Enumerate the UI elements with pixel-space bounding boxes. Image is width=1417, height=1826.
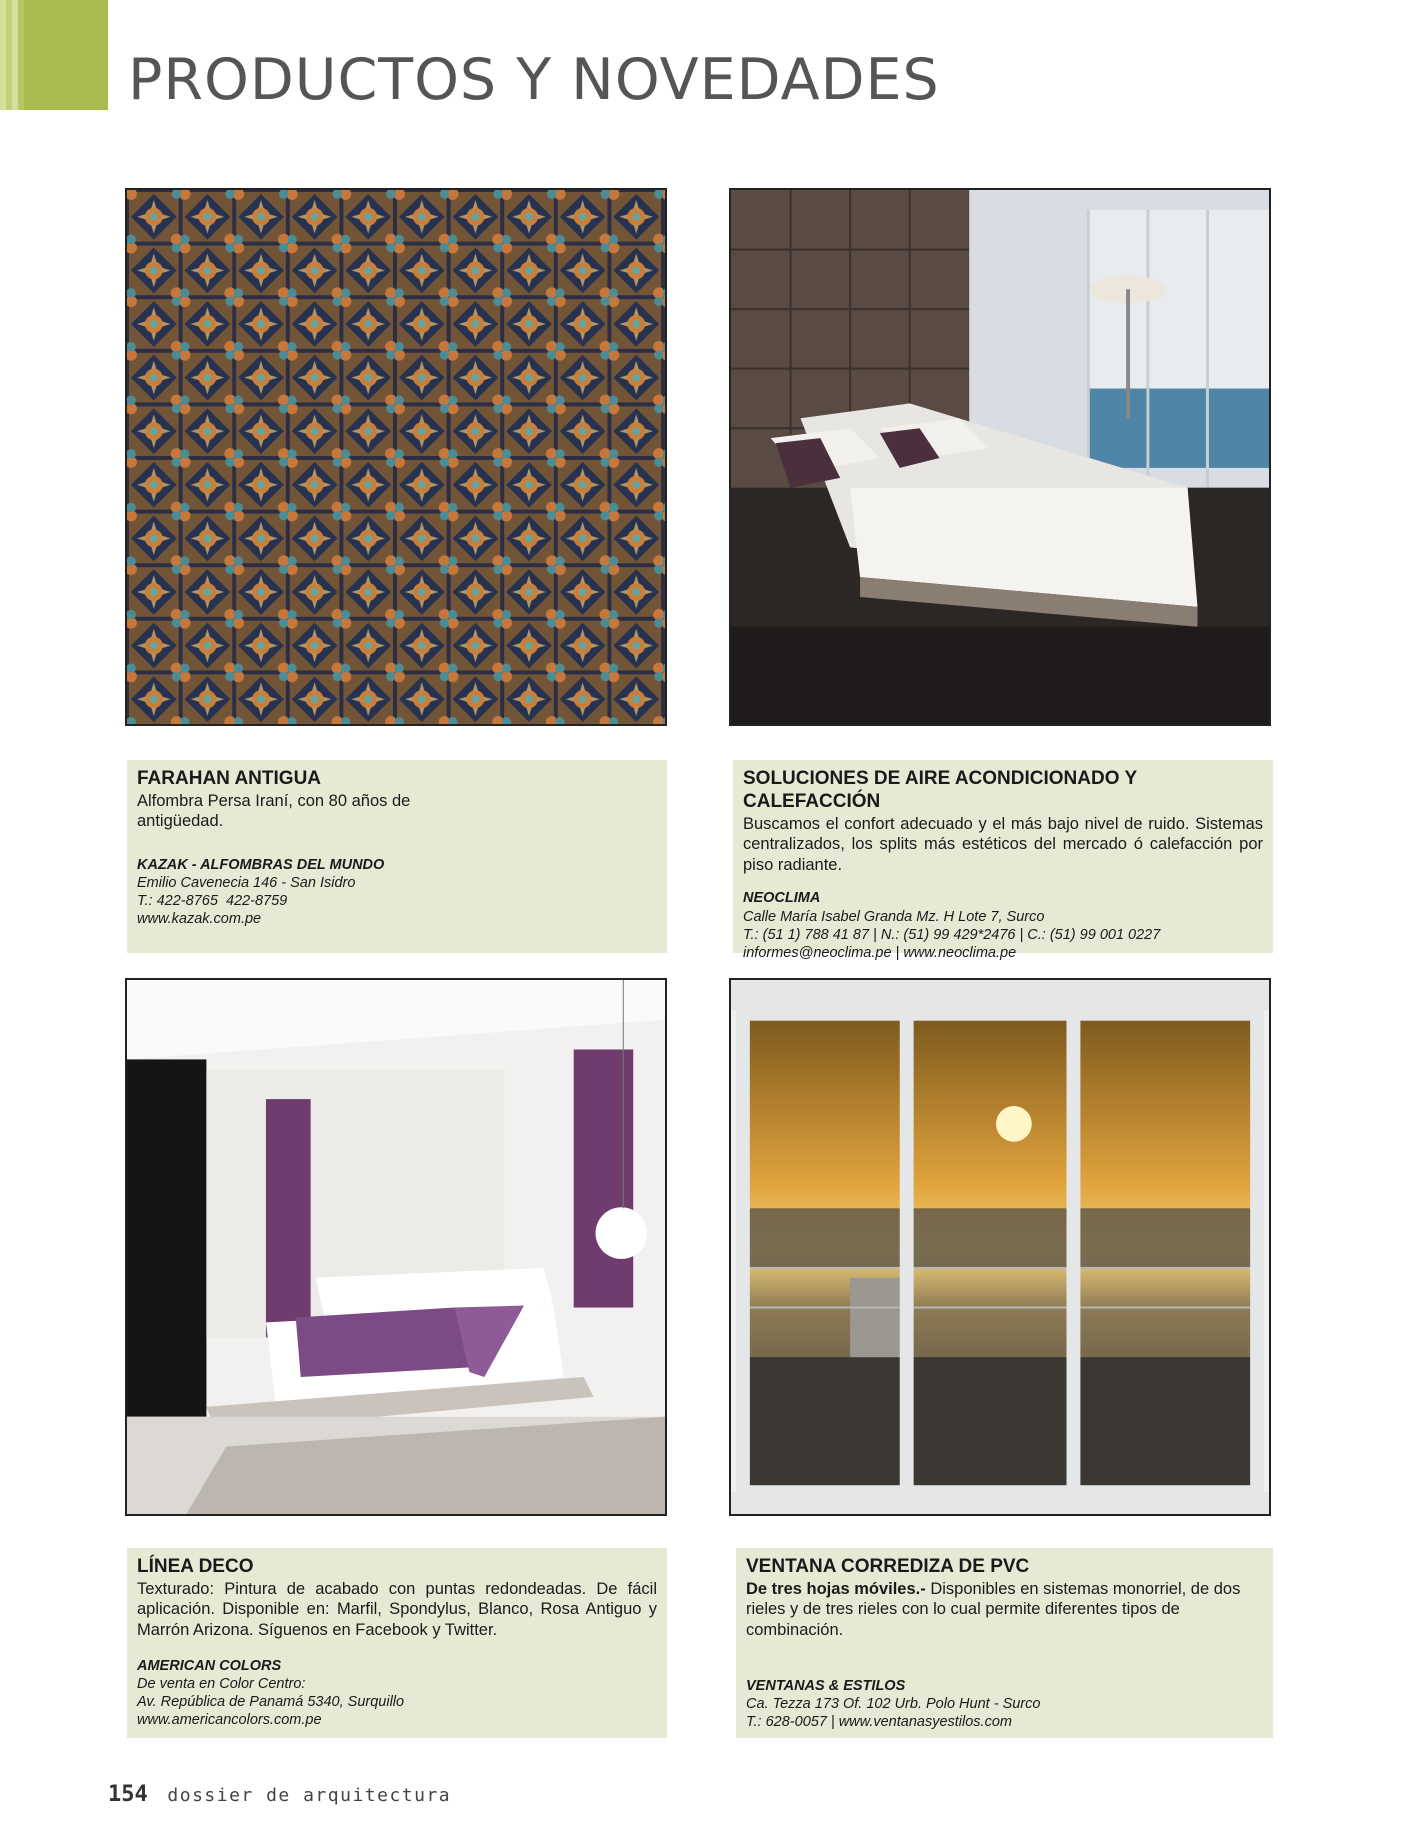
- header-color-tab: [0, 0, 108, 110]
- page-number: 154: [108, 1782, 148, 1807]
- product-description: [746, 1579, 1263, 1641]
- product-card-ventana: [736, 1548, 1273, 1738]
- rug-photo: [125, 188, 667, 726]
- company-name: KAZAK - ALFOMBRAS DEL MUNDO: [137, 857, 385, 874]
- page-footer: [108, 1782, 451, 1807]
- product-card-farahan: [127, 760, 667, 953]
- contact-line: Ca. Tezza 173 Of. 102 Urb. Polo Hunt - Surco: [746, 1695, 1041, 1712]
- product-title: LÍNEA DECO: [137, 1556, 254, 1577]
- website-link[interactable]: informes@neoclima.pe | www.neoclima.pe: [743, 944, 1017, 961]
- contact-line: Av. República de Panamá 5340, Surquillo: [137, 1693, 405, 1710]
- contact-line: T.: 628-0057 | www.ventanasyestilos.com: [746, 1713, 1012, 1730]
- page-title: PRODUCTOS Y NOVEDADES: [128, 47, 940, 113]
- contact-line: T.: 422-8765 422-8759: [137, 893, 288, 910]
- product-card-linea-deco: [127, 1548, 667, 1738]
- product-description-body: Disponibles en sistemas monorriel, de dos rieles y de tres rieles con lo cual permite diferentes tipos de combinación.: [746, 1579, 1241, 1640]
- product-description-lead: De tres hojas móviles.-: [746, 1579, 926, 1598]
- contact-line: Emilio Cavenecia 146 - San Isidro: [137, 875, 356, 892]
- contact-line: De venta en Color Centro:: [137, 1675, 306, 1692]
- pvc-window-photo: [729, 978, 1271, 1516]
- product-description: Buscamos el confort adecuado y el más bajo nivel de ruido. Sistemas centralizados, los splits más estéticos del mercado ó calefacción por piso radiante.: [743, 814, 1263, 874]
- product-card-neoclima: [733, 760, 1273, 961]
- product-description: Texturado: Pintura de acabado con puntas redondeadas. De fácil aplicación. Disponible en: Marfil, Spondylus, Blanco, Rosa Antiguo y Marrón Arizona. Síguenos en Facebook y Twitter.: [137, 1579, 657, 1640]
- product-title: SOLUCIONES DE AIRE ACONDICIONADO Y CALEFACCIÓN: [743, 768, 1137, 812]
- company-name: VENTANAS & ESTILOS: [746, 1677, 906, 1694]
- product-title: FARAHAN ANTIGUA: [137, 768, 322, 789]
- purple-bedroom-photo: [125, 978, 667, 1516]
- website-link[interactable]: www.americancolors.com.pe: [137, 1712, 322, 1729]
- contact-line: T.: (51 1) 788 41 87 | N.: (51) 99 429*2476 | C.: (51) 99 001 0227: [743, 926, 1161, 943]
- product-description: Alfombra Persa Iraní, con 80 años de antigüedad.: [137, 791, 411, 831]
- contact-line: Calle María Isabel Granda Mz. H Lote 7, Surco: [743, 908, 1045, 925]
- website-link[interactable]: www.kazak.com.pe: [137, 911, 262, 928]
- product-title: VENTANA CORREDIZA DE PVC: [746, 1556, 1030, 1577]
- company-name: NEOCLIMA: [743, 890, 821, 907]
- company-name: AMERICAN COLORS: [137, 1657, 282, 1674]
- magazine-name: dossier de arquitectura: [167, 1785, 452, 1806]
- bedroom-sea-photo: [729, 188, 1271, 726]
